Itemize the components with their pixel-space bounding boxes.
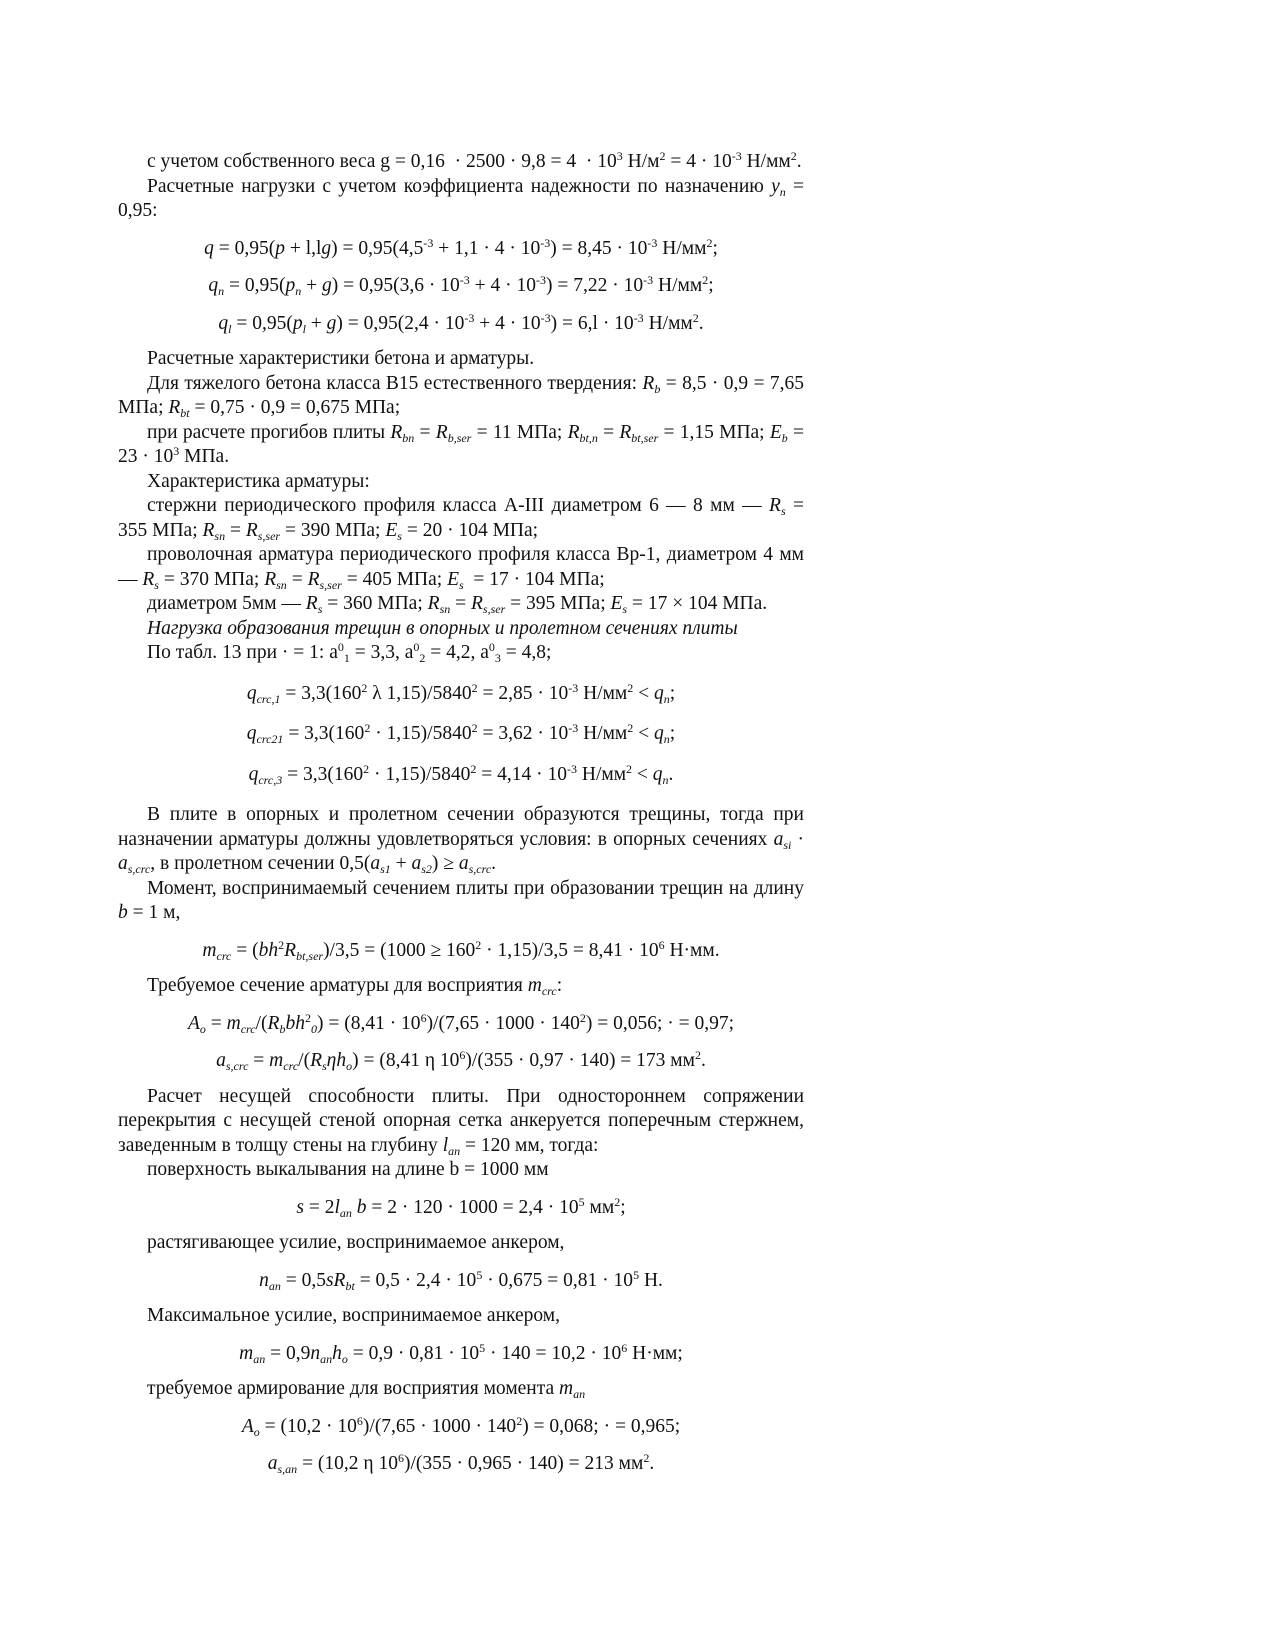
text-column — [118, 150, 804, 1488]
paragraph-table13: По табл. 13 при · = 1: $a^0_1 = 3,3$, $a^0_2 = 4,2$, $a^0_3 = 4,8$; — [147, 640, 552, 665]
paragraph-required-reinforcement: требуемое армирование для восприятия момента $m_{an}$ — [147, 1378, 586, 1401]
paragraph-concrete: Для тяжелого бетона класса В15 естественного твердения: $R_b = 8,5 \cdot 0,9 = 7,65$ МПа; $R_{bt} = 0,75 \cdot 0,9 = 0,675$ МПа; — [118, 372, 804, 420]
equation-qn: $q_n = 0,95(p_n + g) = 0,95(3,6 \cdot 10^{-3} + 4 \cdot 10^{-3}) = 7,22 \cdot 10^{-3}$ $Н/мм^2$; — [208, 273, 714, 298]
equation-as-crc: $a_{s,crc} = m_{crc}/(R_s\eta h_o) = (8,41$ η $10^6)/(355 \cdot 0,97 \cdot 140) = 173$ $мм^2$. — [216, 1048, 706, 1073]
equation-qcrc1: $q_{crc,1} = 3,3(160^2$ λ $1,15)/5840^2 = 2,85 \cdot 10^{-3}$ $Н/мм^2 < q_n$; — [246, 680, 676, 706]
equation-q: $q = 0,95(p + l,\lg) = 0,95(4,5^{-3} + 1,1 \cdot 4 \cdot 10^{-3}) = 8,45 \cdot 10^{-3}$ $Н/мм^2$; — [204, 235, 718, 259]
paragraph-cracks-form: В плите в опорных и пролетном сечении образуются трещины, тогда при назначении арматуры должны удовлетворяться условия: в опорных сечениях $a_{si} \cdot a_{s,crc}$, в пролетном сечении $0,5(a_{s1} + a_{s2}) \ge a_{s,crc}$. — [118, 804, 804, 876]
paragraph-rods: стержни периодического профиля класса А-III диаметром 6 — 8 мм — $R_s = 355$ МПа; $R_{sn} = R_{s,ser} = 390$ МПа; $E_s = 20 \cdot 104$ МПа; — [118, 495, 804, 543]
equation-s: $s = 2l_{an}$ $b = 2 \cdot 120 \cdot 1000 = 2,4 \cdot 10^5$ $мм^2$; — [296, 1194, 626, 1220]
paragraph-max-force: Максимальное усилие, воспринимаемое анкером, — [147, 1305, 561, 1326]
paragraph-crack-heading: Нагрузка образования трещин в опорных и пролетном сечениях плиты — [147, 617, 738, 639]
paragraph-reinforcement-heading: Характеристика арматуры: — [147, 470, 370, 492]
equation-A0-an: $A_o = (10,2 \cdot 10^6)/(7,65 \cdot 1000 \cdot 140^2) = 0,068$; · = 0,965; — [241, 1413, 681, 1439]
paragraph-bearing-capacity: Расчет несущей способности плиты. При одностороннем сопряжении перекрытия с несущей стеной опорная сетка анкеруется поперечным стержнем, заведенным в толщу стены на глубину $l_{an} = 120$ мм, тогда: — [118, 1085, 804, 1158]
paragraph-shear-surface: поверхность выкалывания на длине b = 1000 мм — [147, 1159, 549, 1180]
paragraph-wire: проволочная арматура периодического профиля класса Вр-1, диаметром 4 мм — $R_s = 370$ МПа; $R_{sn} = R_{s,ser} = 405$ МПа; $E_s = 17 \cdot 104$ МПа; — [118, 544, 804, 592]
paragraph-tensile-force: растягивающее усилие, воспринимаемое анкером, — [147, 1232, 565, 1253]
paragraph-moment: Момент, воспринимаемый сечением плиты при образовании трещин на длину b = 1 м, — [118, 877, 804, 923]
equation-qcrc2: $q_{crc21} = 3,3(160^2 \cdot 1,15)/5840^2 = 3,62 \cdot 10^{-3}$ $Н/мм^2 < q_n$; — [246, 721, 676, 746]
equation-mcrc: $m_{crc} = (bh^2R_{bt,ser})/3,5 = (1000 \ge 160^2 \cdot 1,15)/3,5 = 8,41 \cdot 10^6$ Н·мм. — [202, 937, 720, 963]
equation-ql: $q_l = 0,95(p_l + g) = 0,95(2,4 \cdot 10^{-3} + 4 \cdot 10^{-3}) = 6,l \cdot 10^{-3}$ $Н/мм^2$. — [218, 310, 704, 336]
paragraph-required-section: Требуемое сечение арматуры для восприятия $m_{crc}$: — [147, 975, 563, 998]
equation-nan: $n_{an} = 0,5sR_{bt} = 0,5 \cdot 2,4 \cdot 10^5 \cdot 0,675 = 0,81 \cdot 10^5$ Н. — [259, 1267, 663, 1293]
paragraph-deflection: при расчете прогибов плиты $R_{bn} = R_{b,ser} = 11$ МПа; $R_{bt,n} = R_{bt,ser} = 1,15$ МПа; $E_b = 23 \cdot 10^3$ МПа. — [118, 421, 805, 467]
paragraph-self-weight: с учетом собственного веса $g = 0,16 \cdot 2500 \cdot 9,8 = 4 \cdot 10^3$ $Н/м^2 = 4 \cdot 10^{-3}$ $Н/мм^2$. — [147, 149, 802, 172]
equation-as-an: $a_{s,an} = (10,2$ η $10^6)/(355 \cdot 0,965 \cdot 140) = 213$ $мм^2$. — [267, 1451, 655, 1476]
paragraph-characteristics: Расчетные характеристики бетона и арматуры. — [147, 348, 535, 369]
paragraph-diameter-5: диаметром 5мм — $R_s = 360$ МПа; $R_{sn} = R_{s,ser} = 395$ МПа; $E_s = 17 \times 104$ МПа. — [147, 593, 768, 616]
equation-qcrc3: $q_{crc,3} = 3,3(160^2 \cdot 1,15)/5840^2 = 4,14 \cdot 10^{-3}$ $Н/мм^2 < q_n$. — [248, 761, 674, 787]
paragraph-design-loads: Расчетные нагрузки с учетом коэффициента надежности по назначению $y_n = 0,95$: — [118, 175, 805, 221]
equation-man: $m_{an} = 0,9n_{an}h_o = 0,9 \cdot 0,81 \cdot 10^5 \cdot 140 = 10,2 \cdot 10^6$ Н·мм; — [239, 1340, 683, 1366]
equation-A0: $A_o = m_{crc}/(R_bbh^2_0) = (8,41 \cdot 10^6)/(7,65 \cdot 1000 \cdot 140^2) = 0,056$; · = 0,97; — [187, 1010, 735, 1036]
